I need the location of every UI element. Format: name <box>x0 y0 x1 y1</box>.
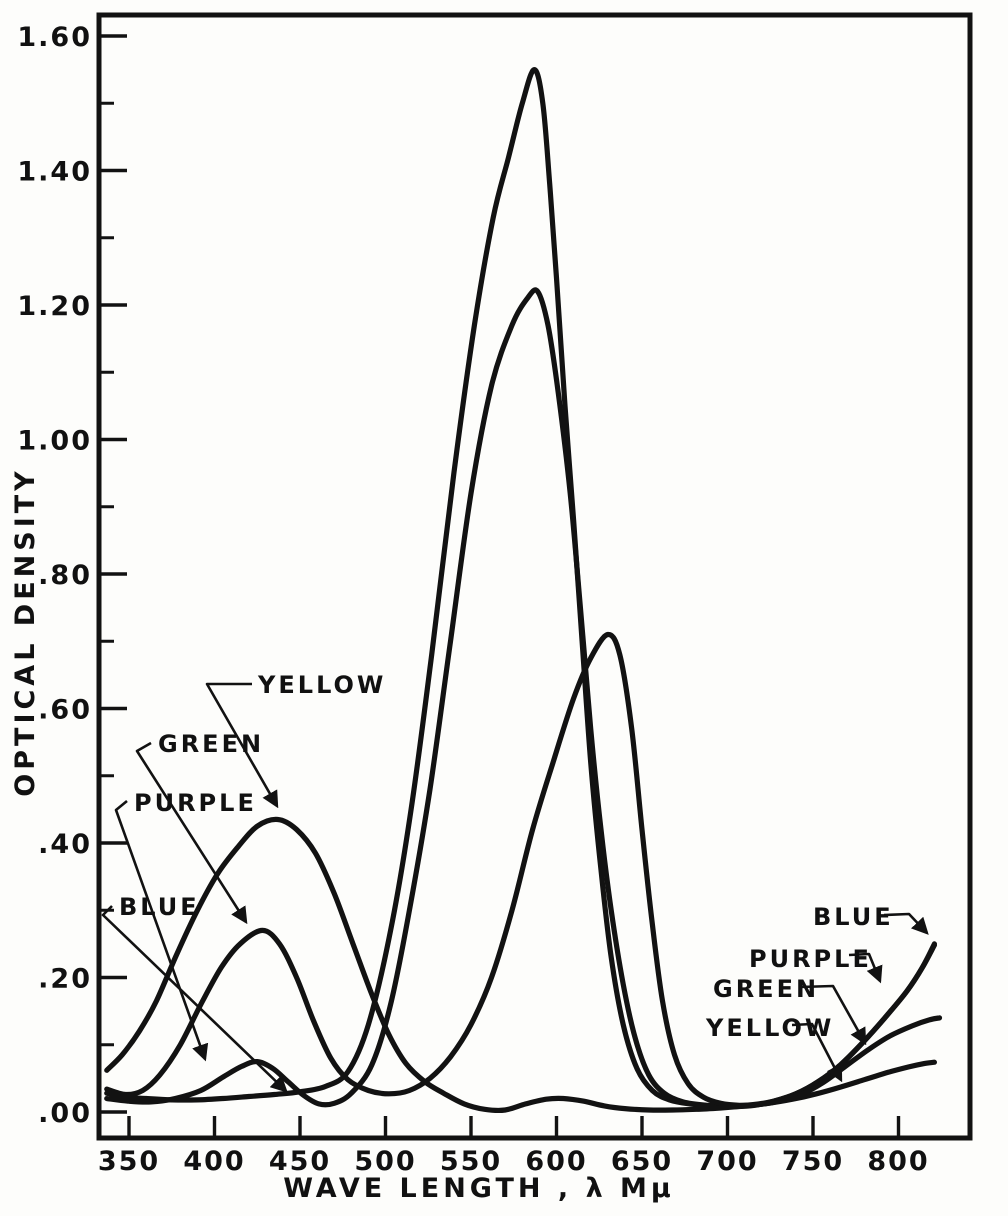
curve-label-purple-right: PURPLE <box>749 945 872 973</box>
curve-label-yellow-right: YELLOW <box>706 1014 835 1042</box>
x-tick-label: 800 <box>867 1146 930 1177</box>
curve-label-green-right: GREEN <box>713 975 820 1003</box>
x-tick-label: 450 <box>268 1146 332 1177</box>
y-tick-label: .20 <box>38 963 92 995</box>
y-tick-label: 1.60 <box>17 22 92 53</box>
leader-purple-left <box>116 801 205 1059</box>
y-tick-label: .60 <box>38 694 92 726</box>
y-tick-label: .80 <box>38 560 92 591</box>
x-tick-label: 650 <box>610 1146 674 1177</box>
curve-label-purple-left: PURPLE <box>134 789 257 817</box>
curve-label-green-left: GREEN <box>158 730 265 758</box>
y-axis-title: OPTICAL DENSITY <box>10 467 41 797</box>
y-tick-label: 1.00 <box>17 425 92 457</box>
y-tick-label: .00 <box>38 1098 92 1129</box>
x-tick-label: 750 <box>781 1146 845 1177</box>
x-tick-label: 600 <box>525 1146 588 1177</box>
x-axis-title: WAVE LENGTH , λ Mμ <box>283 1173 675 1204</box>
y-tick-label: 1.20 <box>17 291 92 322</box>
x-tick-label: 550 <box>439 1146 503 1177</box>
curve-label-blue-right: BLUE <box>813 903 894 931</box>
x-tick-label: 400 <box>183 1146 246 1177</box>
curve-label-yellow-left: YELLOW <box>258 671 387 699</box>
y-tick-label: 1.40 <box>17 156 92 188</box>
y-tick-label: .40 <box>38 829 92 860</box>
curve-label-blue-left: BLUE <box>119 893 200 921</box>
x-tick-label: 500 <box>354 1146 417 1177</box>
x-tick-label: 700 <box>696 1146 759 1177</box>
x-tick-label: 350 <box>97 1146 161 1177</box>
